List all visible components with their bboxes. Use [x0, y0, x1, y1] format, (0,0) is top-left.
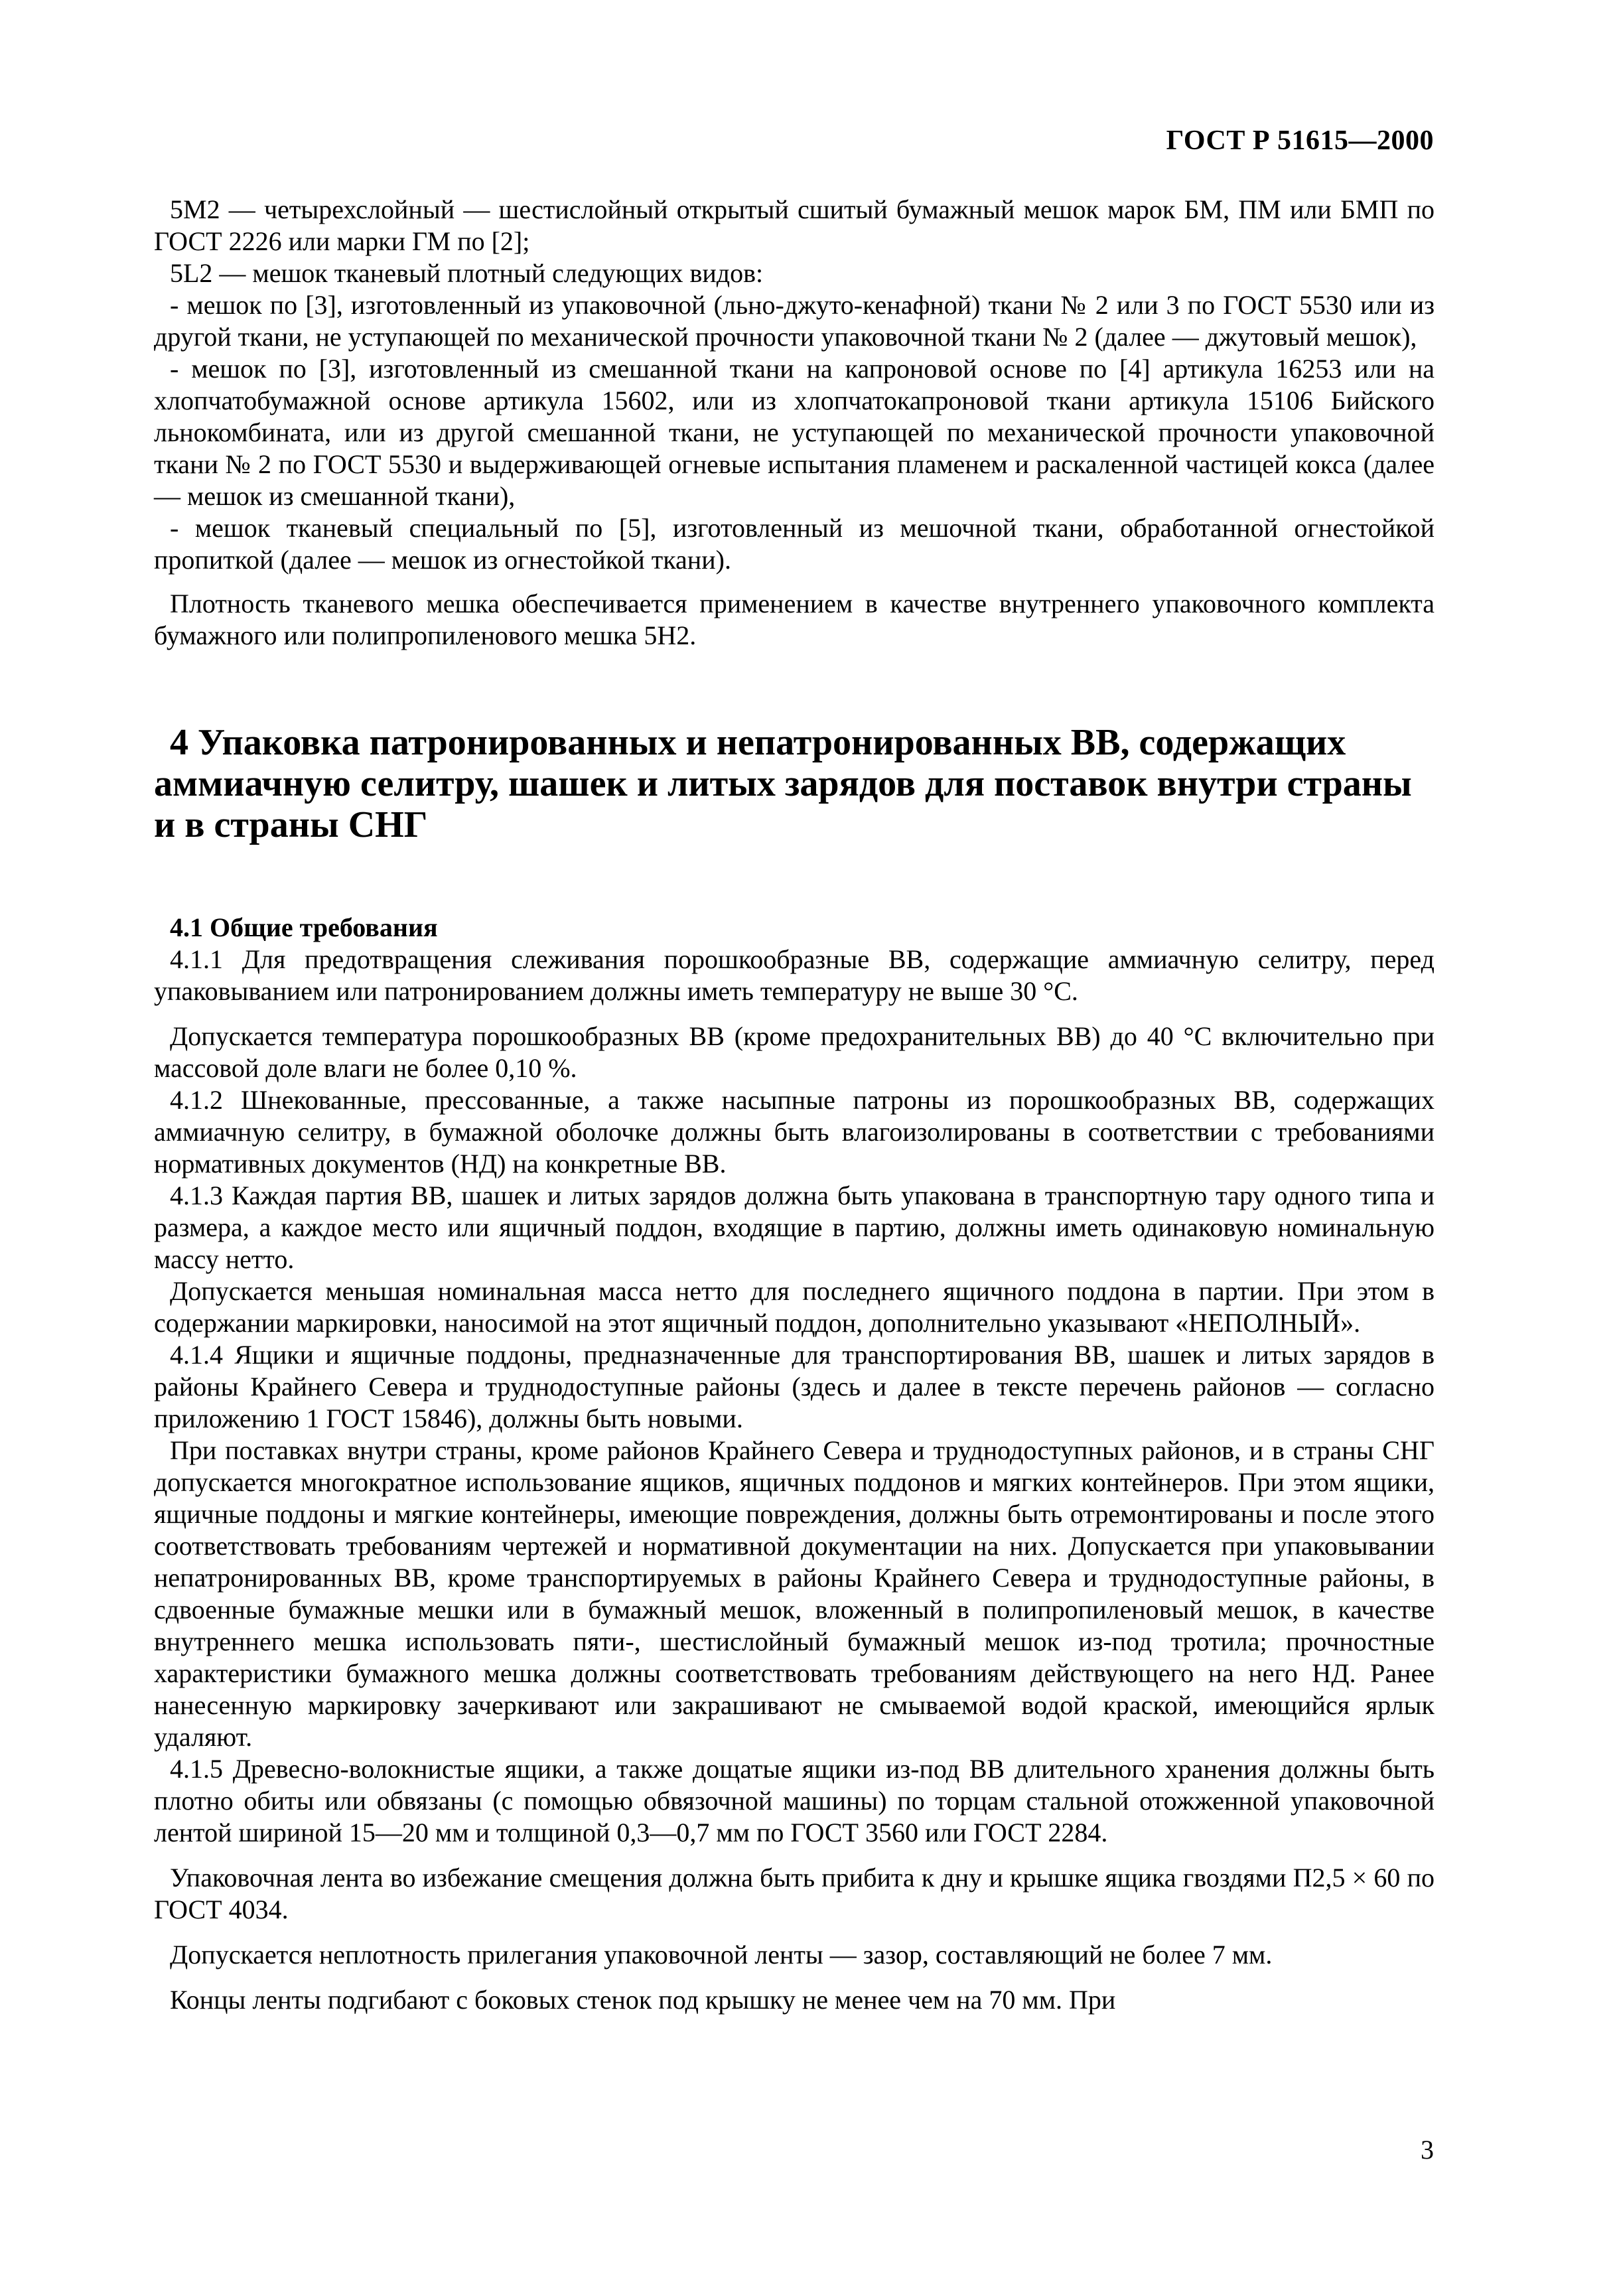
paragraph-tape-nailing: Упаковочная лента во избежание смещения должна быть прибита к дну и крышке ящика гвоздями П2,5 × 60 по ГОСТ 4034.: [154, 1863, 1435, 1924]
paragraph-bag-density: Плотность тканевого мешка обеспечивается применением в качестве внутреннего упаковочного комплекта бумажного или полипропиленового мешка 5Н2.: [154, 589, 1435, 650]
section-heading-4: 4 Упаковка патронированных и непатронированных ВВ, содержащих аммиачную селитру, шашек и литых зарядов для поставок внутри страны и в страны СНГ: [154, 722, 1412, 845]
paragraph-4-1-3: 4.1.3 Каждая партия ВВ, шашек и литых зарядов должна быть упакована в транспортную тару одного типа и размера, а каждое место или ящичный поддон, входящие в партию, должны иметь одинаковую номинальную массу нетто.: [154, 1181, 1435, 1274]
paragraph-4-1-2: 4.1.2 Шнекованные, прессованные, а также насыпные патроны из порошкообразных ВВ, содержащих аммиачную селитру, в бумажной оболочке должны быть влагоизолированы в соответствии с требованиями нормативных документов (НД) на конкретные ВВ.: [154, 1085, 1435, 1179]
paragraph-temperature-allowance: Допускается температура порошкообразных ВВ (кроме предохранительных ВВ) до 40 °С включительно при массовой доле влаги не более 0,10 %.: [154, 1021, 1435, 1083]
paragraph-mixed-fabric-bag: - мешок по [3], изготовленный из смешанной ткани на капроновой основе по [4] артикула 16253 или на хлопчатобумажной основе артикула 15602, или из хлопчатокапроновой ткани артикула 15106 Бийского льнокомбината, или из другой смешанной ткани, не уступающей по механической прочности упаковочной ткани № 2 по ГОСТ 5530 и выдерживающей огневые испытания пламенем и раскаленной частицей кокса (далее — мешок из смешанной ткани),: [154, 354, 1435, 511]
paragraph-incomplete-pallet: Допускается меньшая номинальная масса нетто для последнего ящичного поддона в партии. При этом в содержании маркировки, наносимой на этот ящичный поддон, дополнительно указывают «НЕПОЛНЫЙ».: [154, 1276, 1435, 1338]
paragraph-tape-gap: Допускается неплотность прилегания упаковочной ленты — зазор, составляющий не более 7 мм.: [170, 1940, 1273, 1970]
document-code-header: ГОСТ Р 51615—2000: [1166, 125, 1434, 156]
paragraph-reuse-of-containers: При поставках внутри страны, кроме районов Крайнего Севера и труднодоступных районов, и в страны СНГ допускается многократное использование ящиков, ящичных поддонов и мягких контейнеров. При этом ящики, ящичные поддоны и мягкие контейнеры, имеющие повреждения, должны быть отремонтированы и после этого соответствовать требованиям чертежей и нормативной документации на них. Допускается при упаковывании непатронированных ВВ, кроме транспортируемых в районы Крайнего Севера и труднодоступные районы, в сдвоенные бумажные мешки или в бумажный мешок, вложенный в полипропиленовый мешок, в качестве внутреннего мешка использовать пяти-, шестислойный бумажный мешок из-под тротила; прочностные характеристики бумажного мешка должны соответствовать требованиям действующего на него НД. Ранее нанесенную маркировку зачеркивают или закрашивают не смываемой водой краской, имеющийся ярлык удаляют.: [154, 1435, 1435, 1752]
paragraph-fireproof-bag: - мешок тканевый специальный по [5], изготовленный из мешочной ткани, обработанной огнестойкой пропиткой (далее — мешок из огнестойкой ткани).: [154, 513, 1435, 575]
page-number: 3: [1421, 2135, 1434, 2165]
paragraph-4-1-4: 4.1.4 Ящики и ящичные поддоны, предназначенные для транспортирования ВВ, шашек и литых зарядов в районы Крайнего Севера и труднодоступные районы (здесь и далее в тексте перечень районов — согласно приложению 1 ГОСТ 15846), должны быть новыми.: [154, 1340, 1435, 1433]
paragraph-jute-bag: - мешок по [3], изготовленный из упаковочной (льно-джуто-кенафной) ткани № 2 или 3 по ГОСТ 5530 или из другой ткани, не уступающей по механической прочности упаковочной ткани № 2 (далее — джутовый мешок),: [154, 290, 1435, 352]
page-content: [154, 194, 1435, 2016]
subsection-heading-4-1: 4.1 Общие требования: [170, 912, 438, 942]
paragraph-5l2: 5L2 — мешок тканевый плотный следующих видов:: [170, 258, 764, 288]
paragraph-4-1-1: 4.1.1 Для предотвращения слеживания порошкообразные ВВ, содержащие аммиачную селитру, перед упаковыванием или патронированием должны иметь температуру не выше 30 °С.: [154, 944, 1435, 1006]
paragraph-5m2: 5М2 — четырехслойный — шестислойный открытый сшитый бумажный мешок марок БМ, ПМ или БМП по ГОСТ 2226 или марки ГМ по [2];: [154, 194, 1435, 256]
paragraph-tape-ends: Концы ленты подгибают с боковых стенок под крышку не менее чем на 70 мм. При: [170, 1985, 1116, 2015]
paragraph-4-1-5: 4.1.5 Древесно-волокнистые ящики, а также дощатые ящики из-под ВВ длительного хранения должны быть плотно обиты или обвязаны (с помощью обвязочной машины) по торцам стальной отожженной упаковочной лентой шириной 15—20 мм и толщиной 0,3—0,7 мм по ГОСТ 3560 или ГОСТ 2284.: [154, 1754, 1435, 1847]
